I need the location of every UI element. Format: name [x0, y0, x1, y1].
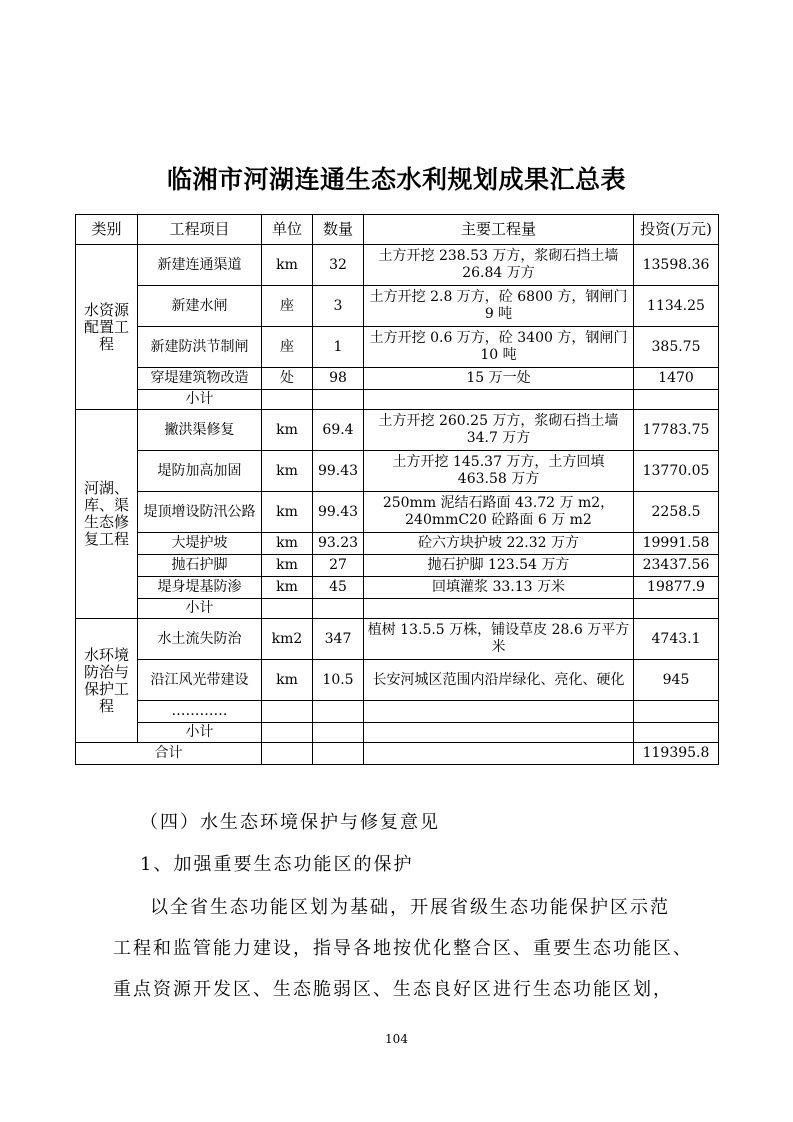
subtotal-label: 小计 [138, 723, 262, 743]
project-cell: 抛石护脚 [138, 555, 262, 577]
unit-cell: km [262, 492, 313, 533]
table-row [76, 451, 719, 492]
project-cell: 沿江风光带建设 [138, 660, 262, 701]
investment-cell: 945 [634, 660, 719, 701]
project-cell: 堤身堤基防渗 [138, 577, 262, 599]
investment-cell: 19877.9 [634, 577, 719, 599]
total-investment: 119395.8 [634, 743, 719, 765]
investment-cell: 2258.5 [634, 492, 719, 533]
investment-cell [634, 701, 719, 723]
works-cell: 15 万一处 [364, 368, 634, 390]
works-cell: 250mm 泥结石路面 43.72 万 m2，240mmC20 砼路面 6 万 m2 [364, 492, 634, 533]
unit-cell: 处 [262, 368, 313, 390]
works-cell: 砼六方块护坡 22.32 万方 [364, 533, 634, 555]
investment-cell: 13770.05 [634, 451, 719, 492]
header-category: 类别 [76, 215, 138, 245]
quantity-cell [313, 701, 364, 723]
quantity-cell: 99.43 [313, 451, 364, 492]
quantity-cell: 3 [313, 286, 364, 327]
unit-cell: km [262, 577, 313, 599]
quantity-cell: 99.43 [313, 492, 364, 533]
header-quantity: 数量 [313, 215, 364, 245]
quantity-cell: 347 [313, 619, 364, 660]
quantity-cell: 93.23 [313, 533, 364, 555]
investment-cell: 1134.25 [634, 286, 719, 327]
unit-cell [262, 701, 313, 723]
total-row [76, 743, 719, 765]
total-label: 合计 [76, 743, 262, 765]
project-cell: 穿堤建筑物改造 [138, 368, 262, 390]
table-row [76, 327, 719, 368]
quantity-cell: 10.5 [313, 660, 364, 701]
works-cell: 土方开挖 238.53 万方，浆砌石挡土墙 26.84 万方 [364, 245, 634, 286]
works-cell: 土方开挖 260.25 万方，浆砌石挡土墙 34.7 万方 [364, 410, 634, 451]
investment-cell: 385.75 [634, 327, 719, 368]
subtotal-row [76, 390, 719, 410]
project-cell: 新建连通渠道 [138, 245, 262, 286]
table-row [76, 368, 719, 390]
table-header-row [76, 215, 719, 245]
works-cell [364, 701, 634, 723]
header-project: 工程项目 [138, 215, 262, 245]
category-cell: 水资源配置工程 [76, 245, 138, 410]
table-row [76, 701, 719, 723]
table-row [76, 533, 719, 555]
investment-cell: 17783.75 [634, 410, 719, 451]
quantity-cell: 1 [313, 327, 364, 368]
header-investment: 投资(万元) [634, 215, 719, 245]
investment-cell: 23437.56 [634, 555, 719, 577]
investment-cell: 4743.1 [634, 619, 719, 660]
table-row [76, 410, 719, 451]
subtotal-row [76, 723, 719, 743]
page-number: 104 [385, 1032, 408, 1046]
table-row [76, 492, 719, 533]
paragraph-line: 以全省生态功能区划为基础，开展省级生态功能保护区示范 [150, 897, 670, 918]
quantity-cell: 27 [313, 555, 364, 577]
quantity-cell: 98 [313, 368, 364, 390]
quantity-cell: 45 [313, 577, 364, 599]
project-cell: 大堤护坡 [138, 533, 262, 555]
works-cell: 土方开挖 0.6 万方，砼 3400 方，钢闸门 10 吨 [364, 327, 634, 368]
unit-cell: km [262, 410, 313, 451]
paragraph-line: 重点资源开发区、生态脆弱区、生态良好区进行生态功能区划， [113, 979, 673, 1000]
investment-cell: 1470 [634, 368, 719, 390]
summary-table [75, 214, 719, 765]
works-cell: 土方开挖 2.8 万方，砼 6800 方，钢闸门 9 吨 [364, 286, 634, 327]
header-unit: 单位 [262, 215, 313, 245]
unit-cell: 座 [262, 327, 313, 368]
table-row [76, 286, 719, 327]
category-cell: 河湖、库、渠生态修复工程 [76, 410, 138, 619]
works-cell: 抛石护脚 123.54 万方 [364, 555, 634, 577]
paragraph-line: 工程和监管能力建设，指导各地按优化整合区、重要生态功能区、 [113, 938, 693, 959]
project-cell: 撇洪渠修复 [138, 410, 262, 451]
works-cell: 回填灌浆 33.13 万米 [364, 577, 634, 599]
project-cell: 水土流失防治 [138, 619, 262, 660]
unit-cell: km [262, 245, 313, 286]
works-cell: 土方开挖 145.37 万方，土方回填 463.58 万方 [364, 451, 634, 492]
project-cell: 堤防加高加固 [138, 451, 262, 492]
investment-cell: 19991.58 [634, 533, 719, 555]
quantity-cell: 32 [313, 245, 364, 286]
project-cell: ………… [138, 701, 262, 723]
table-row [76, 577, 719, 599]
table-row [76, 660, 719, 701]
unit-cell: km [262, 555, 313, 577]
works-cell: 长安河城区范围内沿岸绿化、亮化、硬化 [364, 660, 634, 701]
subheading: 1、加强重要生态功能区的保护 [140, 854, 414, 875]
section-heading: （四）水生态环境保护与修复意见 [140, 812, 440, 833]
unit-cell: km2 [262, 619, 313, 660]
unit-cell: km [262, 451, 313, 492]
table-row [76, 245, 719, 286]
unit-cell: km [262, 660, 313, 701]
quantity-cell: 69.4 [313, 410, 364, 451]
investment-cell: 13598.36 [634, 245, 719, 286]
table-row [76, 619, 719, 660]
works-cell: 植树 13.5.5 万株，铺设草皮 28.6 万平方米 [364, 619, 634, 660]
unit-cell: 座 [262, 286, 313, 327]
table-row [76, 555, 719, 577]
page-title: 临湘市河湖连通生态水利规划成果汇总表 [166, 165, 626, 194]
unit-cell: km [262, 533, 313, 555]
subtotal-label: 小计 [138, 390, 262, 410]
project-cell: 堤顶增设防汛公路 [138, 492, 262, 533]
subtotal-label: 小计 [138, 599, 262, 619]
project-cell: 新建水闸 [138, 286, 262, 327]
project-cell: 新建防洪节制闸 [138, 327, 262, 368]
subtotal-row [76, 599, 719, 619]
category-cell: 水环境防治与保护工程 [76, 619, 138, 743]
header-main-works: 主要工程量 [364, 215, 634, 245]
